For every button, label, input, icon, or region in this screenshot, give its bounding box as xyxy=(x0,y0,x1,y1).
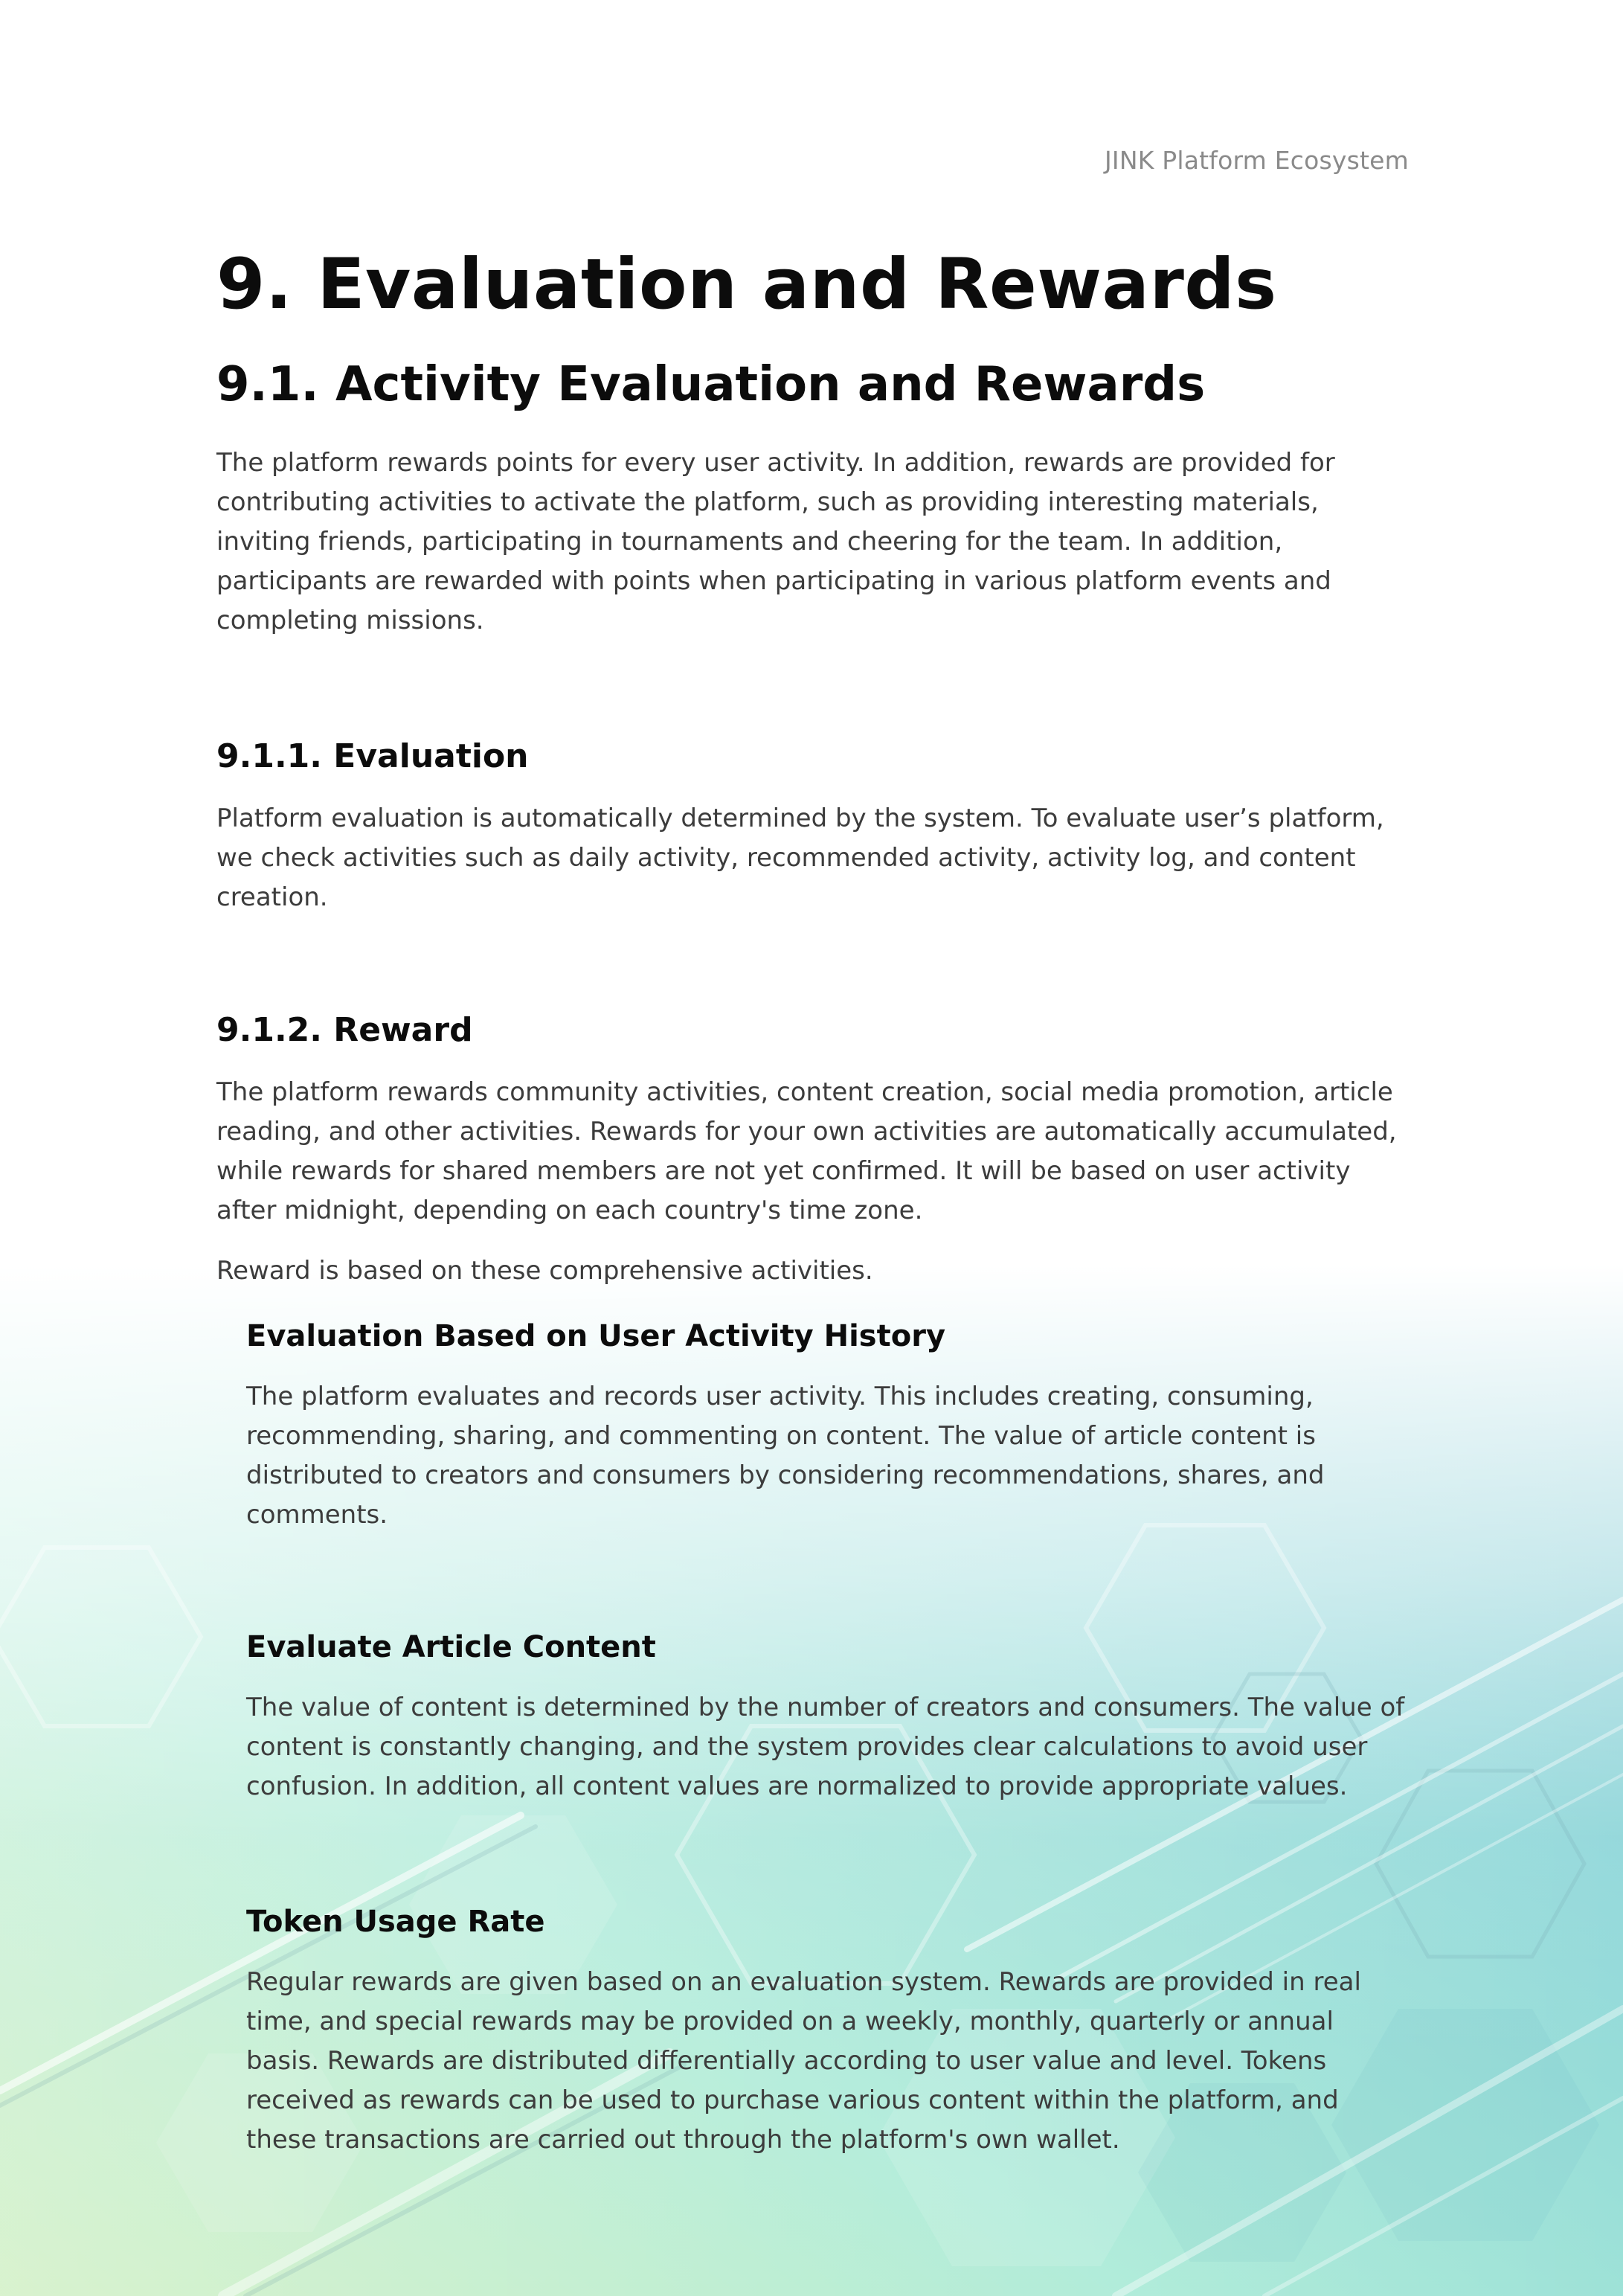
evaluation-heading: 9.1.1. Evaluation xyxy=(216,737,529,775)
spacer xyxy=(216,917,1414,1010)
topic-title-token-usage: Token Usage Rate xyxy=(246,1904,545,1939)
topic-text-token-usage: Regular rewards are given based on an evaluation system. Rewards are provided in real time, and special rewards may be provided on a weekly, monthly, quarterly or annual basis. Rewards are distributed differentially according to user value and level. Tokens received as rewards can be used to purchase various content within the platform, and these transactions are carried out through the platform's own wallet. xyxy=(246,1966,1361,2155)
reward-heading: 9.1.2. Reward xyxy=(216,1010,473,1049)
topic-text-activity-history: The platform evaluates and records user activity. This includes creating, consuming, recommending, sharing, and commenting on content. The value of article content is distributed to creators and consumers by considering recommendations, shares, and comments. xyxy=(246,1381,1325,1530)
spacer xyxy=(216,1291,1414,1318)
chapter-title: 9. Evaluation and Rewards xyxy=(216,244,1277,325)
spacer xyxy=(246,1535,1414,1629)
evaluation-paragraph: Platform evaluation is automatically determined by the system. To evaluate user’s platform, we check activities such as daily activity, recommended activity, activity log, and content creation. xyxy=(216,803,1384,912)
topic-title-article-content: Evaluate Article Content xyxy=(246,1629,656,1664)
page-content xyxy=(216,244,1414,2160)
spacer xyxy=(216,1231,1414,1251)
running-header: JINK Platform Ecosystem xyxy=(1104,146,1409,175)
reward-paragraph: The platform rewards community activities, content creation, social media promotion, article reading, and other activities. Rewards for your own activities are automatically accumulated, while rewards for shared members are not yet confirmed. It will be based on user activity after midnight, depending on each country's time zone. xyxy=(216,1077,1397,1225)
reward-topics xyxy=(216,1318,1414,2160)
topic-text-article-content: The value of content is determined by the number of creators and consumers. The value of content is constantly changing, and the system provides clear calculations to avoid user confusion. In addition, all content values are normalized to provide appropriate values. xyxy=(246,1692,1405,1801)
spacer xyxy=(246,1806,1414,1903)
topic-title-activity-history: Evaluation Based on User Activity History xyxy=(246,1318,946,1353)
section-title: 9.1. Activity Evaluation and Rewards xyxy=(216,356,1206,412)
reward-lead-paragraph: Reward is based on these comprehensive activities. xyxy=(216,1255,873,1286)
spacer xyxy=(216,641,1414,736)
section-intro-paragraph: The platform rewards points for every user activity. In addition, rewards are provided for contributing activities to activate the platform, such as providing interesting materials, inviting friends, participating in tournaments and cheering for the team. In addition, participants are rewarded with points when participating in various platform events and completing missions. xyxy=(216,447,1335,635)
